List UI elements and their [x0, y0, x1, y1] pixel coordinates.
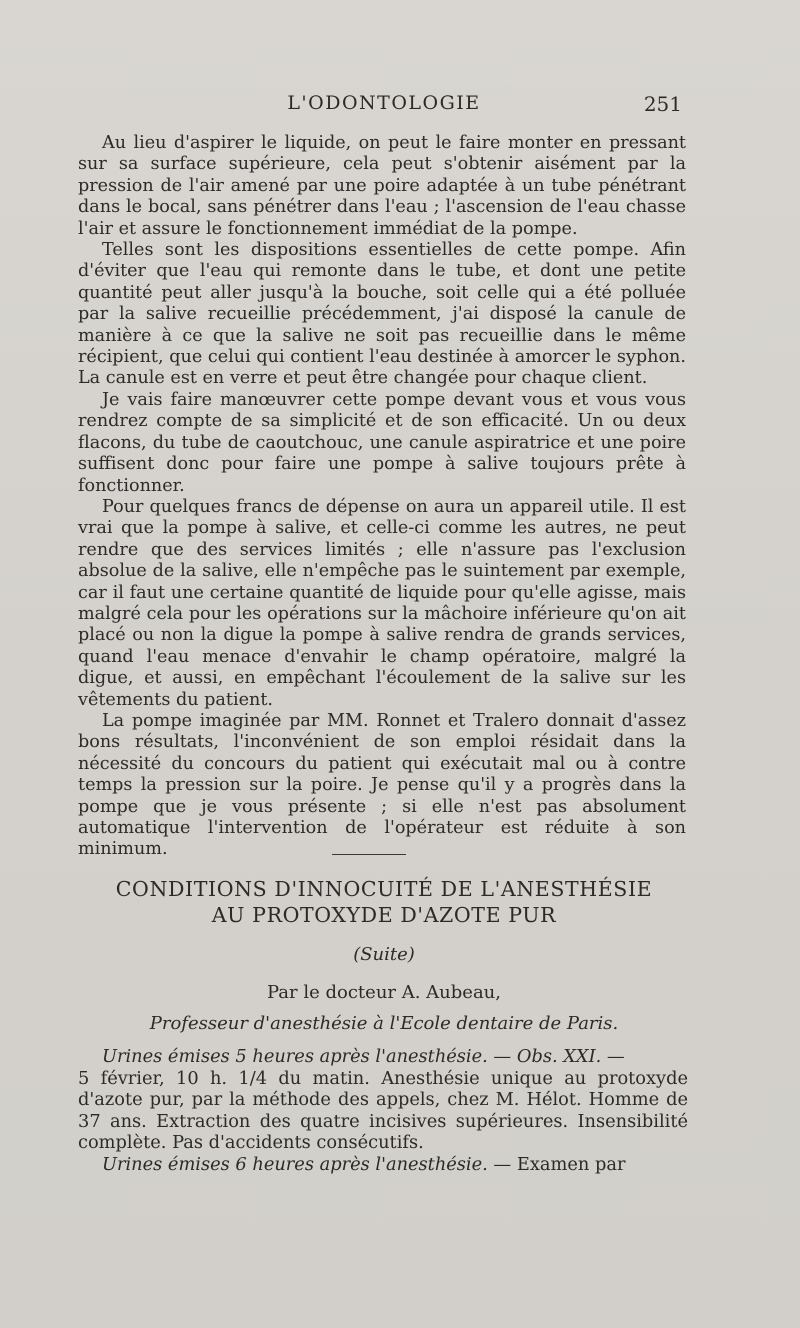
- body-text: [78, 133, 686, 861]
- paragraph: Pour quelques francs de dépense on aura un appareil utile. Il est vrai que la pompe à salive, et celle-ci comme les autres, ne peut rendre que des services limités ; elle n'assure pas l'exclusion absolue de la salive, elle n'empêche pas le suintement par exemple, car il faut une certaine quantité de liquide pour qu'elle agisse, mais malgré cela pour les opérations sur la mâchoire inférieure qu'on ait placé ou non la digue la pompe à salive rendra de grands services, quand l'eau menace d'envahir le champ opératoire, malgré la digue, et aussi, en empêchant l'écoulement de la salive sur les vêtements du patient.: [78, 496, 686, 710]
- article-title-line: AU PROTOXYDE D'AZOTE PUR: [211, 903, 557, 927]
- article-title: [78, 876, 690, 928]
- section-divider: [332, 854, 406, 855]
- observation-next: [78, 1154, 688, 1176]
- article-suite-label: (Suite): [353, 944, 415, 965]
- paragraph: Je vais faire manœuvrer cette pompe devant vous et vous vous rendrez compte de sa simplicité et de son efficacité. Un ou deux flacons, du tube de caoutchouc, une canule aspiratrice et une poire suffisent donc pour faire une pompe à salive toujours prête à fonctionner.: [78, 389, 686, 496]
- observation-text: [78, 1046, 688, 1176]
- observation-heading: Urines émises 5 heures après l'anesthésie. — Obs. XXI.: [102, 1046, 602, 1067]
- observation-next-heading: Urines émises 6 heures après l'anesthésie.: [102, 1153, 488, 1175]
- page-header: [78, 92, 690, 122]
- observation-heading-dash: —: [601, 1046, 625, 1067]
- article-title-line: CONDITIONS D'INNOCUITÉ DE L'ANESTHÉSIE: [115, 877, 653, 901]
- page-number: 251: [643, 92, 682, 116]
- article-byline: Par le docteur A. Aubeau,: [267, 982, 501, 1003]
- paragraph: Telles sont les dispositions essentielles de cette pompe. Afin d'éviter que l'eau qui remonte dans le tube, et dont une petite quantité peut aller jusqu'à la bouche, soit celle qui a été polluée par la salive recueillie précédemment, j'ai disposé la canule de manière à ce que la salive ne soit pas recueillie dans le même récipient, que celui qui contient l'eau destinée à amorcer le syphon. La canule est en verre et peut être changée pour chaque client.: [78, 240, 686, 389]
- observation-next-text: — Examen par: [487, 1153, 626, 1175]
- author-affiliation: Professeur d'anesthésie à l'Ecole dentaire de Paris.: [149, 1013, 619, 1034]
- paragraph: La pompe imaginée par MM. Ronnet et Tralero donnait d'assez bons résultats, l'inconvénient de son emploi résidait dans la nécessité du concours du patient qui exécutait mal ou à contre temps la pression sur la poire. Je pense qu'il y a progrès dans la pompe que je vous présente ; si elle n'est pas absolument automatique l'intervention de l'opérateur est réduite à son minimum.: [78, 710, 686, 860]
- observation-paragraph: [78, 1046, 688, 1068]
- paragraph: Au lieu d'aspirer le liquide, on peut le faire monter en pressant sur sa surface supérieure, cela peut s'obtenir aisément par la pression de l'air amené par une poire adaptée à un tube pénétrant dans le bocal, sans pénétrer dans l'eau ; l'ascension de l'eau chasse l'air et assure le fonctionnement immédiat de la pompe.: [78, 133, 686, 239]
- running-title: L'ODONTOLOGIE: [287, 92, 481, 114]
- observation-details: 5 février, 10 h. 1/4 du matin. Anesthésie unique au protoxyde d'azote pur, par la méthode des appels, chez M. Hélot. Homme de 37 ans. Extraction des quatre incisives supérieures. Insensibilité complète. Pas d'accidents consécutifs.: [78, 1067, 688, 1154]
